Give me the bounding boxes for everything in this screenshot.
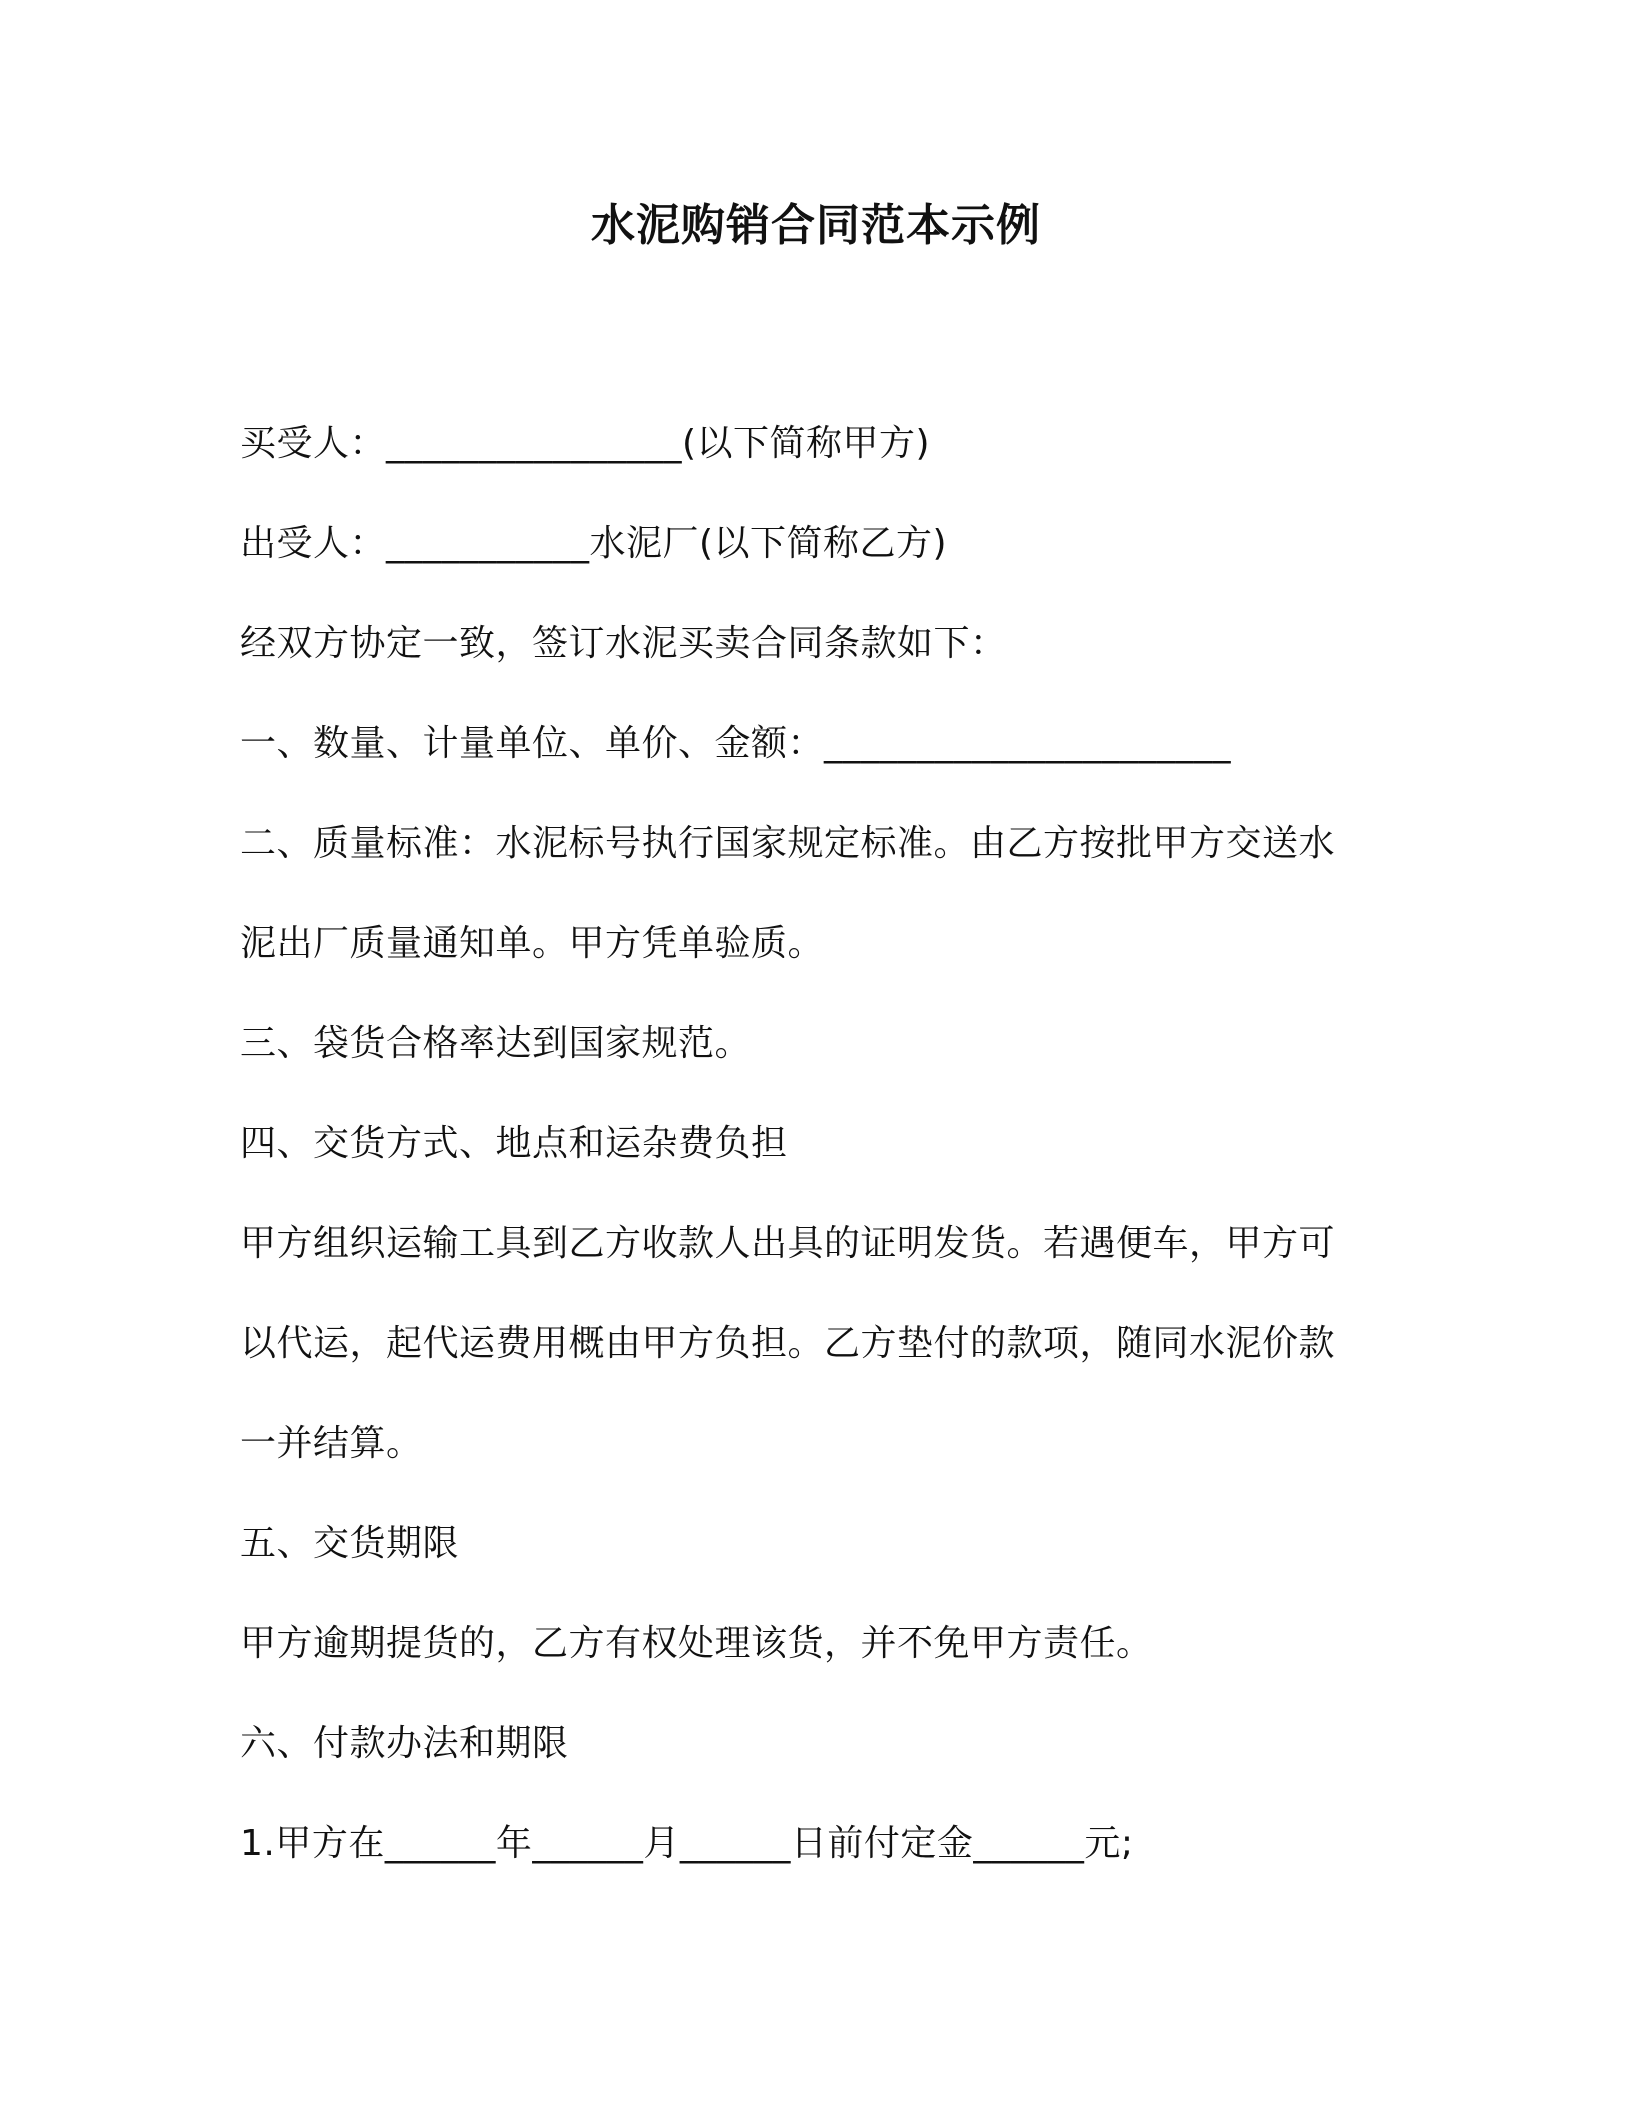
- agreement-intro-line: 经双方协定一致，签订水泥买卖合同条款如下：: [240, 623, 1007, 664]
- document-title: 水泥购销合同范本示例: [591, 200, 1041, 251]
- clause-5-heading: 五、交货期限: [240, 1523, 460, 1564]
- seller-line: 出受人：___________水泥厂(以下简称乙方): [240, 523, 948, 564]
- clause-3-line: 三、袋货合格率达到国家规范。: [240, 1023, 752, 1064]
- clause-4-line-1: 甲方组织运输工具到乙方收款人出具的证明发货。若遇便车，甲方可: [240, 1223, 1336, 1264]
- clause-2-line-1: 二、质量标准：水泥标号执行国家规定标准。由乙方按批甲方交送水: [240, 823, 1336, 864]
- clause-4-line-3: 一并结算。: [240, 1423, 423, 1464]
- clause-6-heading: 六、付款办法和期限: [240, 1723, 569, 1764]
- clause-4-heading: 四、交货方式、地点和运杂费负担: [240, 1123, 788, 1164]
- clause-1-line: 一、数量、计量单位、单价、金额：______________________: [240, 723, 1232, 764]
- clause-6-item-1: 1.甲方在______年______月______日前付定金______元;: [240, 1823, 1134, 1864]
- clause-4-line-2: 以代运，起代运费用概由甲方负担。乙方垫付的款项，随同水泥价款: [240, 1323, 1336, 1364]
- buyer-line: 买受人：________________(以下简称甲方): [240, 423, 931, 464]
- clause-2-line-2: 泥出厂质量通知单。甲方凭单验质。: [240, 923, 825, 964]
- clause-5-line: 甲方逾期提货的，乙方有权处理该货，并不免甲方责任。: [240, 1623, 1153, 1664]
